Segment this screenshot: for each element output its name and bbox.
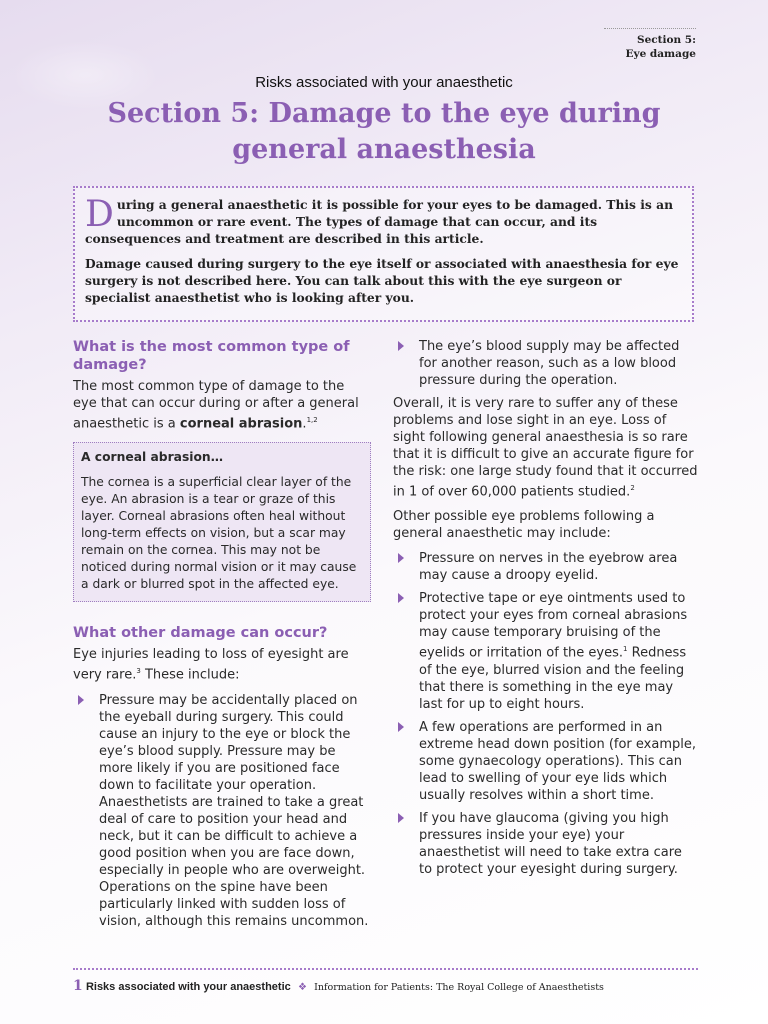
corneal-abrasion-callout [73, 442, 371, 602]
list-item [393, 719, 698, 804]
heading-common-damage: What is the most common type of damage? [73, 339, 350, 373]
heading-other-damage: What other damage can occur? [73, 625, 328, 642]
text: The most common type of damage to the eye that can occur during or after a general anaesthetic is a [73, 379, 359, 432]
page-footer [73, 968, 698, 994]
list-item [393, 810, 698, 878]
bullet-arrow-icon [398, 722, 404, 732]
paragraph-rarity [393, 395, 698, 500]
bullet-arrow-icon [398, 813, 404, 823]
text: . [302, 416, 307, 432]
section-tag-line1: Section 5: [637, 34, 696, 46]
list-item-text: If you have glaucoma (giving you high pressures inside your eye) your anaesthetist will need to take extra care to protect your eyesight during surgery. [419, 810, 682, 877]
reference: 2 [630, 484, 635, 492]
diamond-icon: ❖ [297, 982, 307, 993]
section-tag-line2: Eye damage [625, 48, 696, 60]
list-item-text: Pressure on nerves in the eyebrow area may cause a droopy eyelid. [419, 551, 678, 584]
list-item-text: Pressure may be accidentally placed on the eyeball during surgery. This could cause an injury to the eye or block the eye’s blood supply. Pressure may be more likely if you are positioned face down to facilitate your operation. Anaesthetists are trained to take a great deal of care to position your head and neck, but it can be difficult to achieve a good position when you are face down, especially in people who are overweight. Operations on the spine have been particularly linked with sudden loss of vision, although this remains uncommon. [99, 692, 369, 929]
text: These include: [140, 667, 240, 683]
callout-body: The cornea is a superficial clear layer of the eye. An abrasion is a tear or graze of this layer. Corneal abrasions often heal without long-term effects on vision, but a scar may remain on the cornea. This may not be noticed during normal vision or it may cause a dark or blurred spot in the affected eye. [81, 475, 357, 592]
left-column [73, 338, 371, 936]
bullet-arrow-icon [398, 341, 404, 351]
term-corneal-abrasion: corneal abrasion [179, 416, 303, 432]
list-item-text: The eye’s blood supply may be affected for another reason, such as a low blood pressure during the operation. [419, 339, 680, 388]
damage-list-continued [393, 338, 698, 389]
list-item-text: A few operations are performed in an extreme head down position (for example, some gynaecology operations). This can lead to swelling of your eye lids which usually resolves within a short time. [419, 719, 696, 803]
intro-paragraph-1 [85, 196, 684, 247]
section-tag [604, 28, 696, 61]
reference: 3 [136, 667, 141, 676]
reference: 1 [623, 645, 628, 654]
paragraph-common-damage [73, 378, 371, 432]
drop-cap: D [85, 194, 114, 235]
other-problems-list [393, 550, 698, 877]
footer-title: Risks associated with your anaesthetic [85, 981, 291, 993]
paragraph-other-damage [73, 646, 371, 683]
damage-list [73, 692, 371, 930]
list-item [73, 692, 371, 930]
intro-box [73, 186, 694, 322]
list-item-text: Redness of the eye, blurred vision and the feeling that there is something in the eye may last for up to eight hours. [419, 645, 687, 712]
list-item [393, 338, 698, 389]
footer-subtitle: Information for Patients: The Royal College of Anaesthetists [314, 982, 604, 993]
intro-text-1: uring a general anaesthetic it is possible for your eyes to be damaged. This is an uncommon or rare event. The types of damage that can occur, and its consequences and treatment are described in this article. [85, 197, 674, 246]
bullet-arrow-icon [398, 593, 404, 603]
reference: 1,2 [306, 416, 318, 424]
page-kicker: Risks associated with your anaesthetic [255, 74, 513, 91]
text: Eye injuries leading to loss of eyesight are very rare. [73, 647, 349, 683]
callout-heading: A corneal abrasion… [81, 450, 223, 465]
right-column [393, 338, 698, 884]
text: Overall, it is very rare to suffer any of these problems and lose sight in an eye. Loss of sight following general anaesthesia is so rare that it is difficult to give an accurate figure for the risk: one large study found that it occurred in 1 of over 60,000 patients studied. [393, 396, 698, 500]
bullet-arrow-icon [398, 553, 404, 563]
paragraph-other-problems: Other possible eye problems following a general anaesthetic may include: [393, 509, 655, 542]
list-item [393, 590, 698, 712]
list-item [393, 550, 698, 584]
page-title: Section 5: Damage to the eye during general anaesthesia [107, 98, 661, 165]
list-item-text: Protective tape or eye ointments used to protect your eyes from corneal abrasions may cause temporary bruising of the eyelids or irritation of the eyes. [419, 591, 688, 661]
bullet-arrow-icon [78, 695, 84, 705]
page-number: 1 [73, 978, 83, 994]
intro-paragraph-2: Damage caused during surgery to the eye itself or associated with anaesthesia for eye surgery is not described here. You can talk about this with the eye surgeon or specialist anaesthetist who is looking after you. [85, 256, 679, 305]
